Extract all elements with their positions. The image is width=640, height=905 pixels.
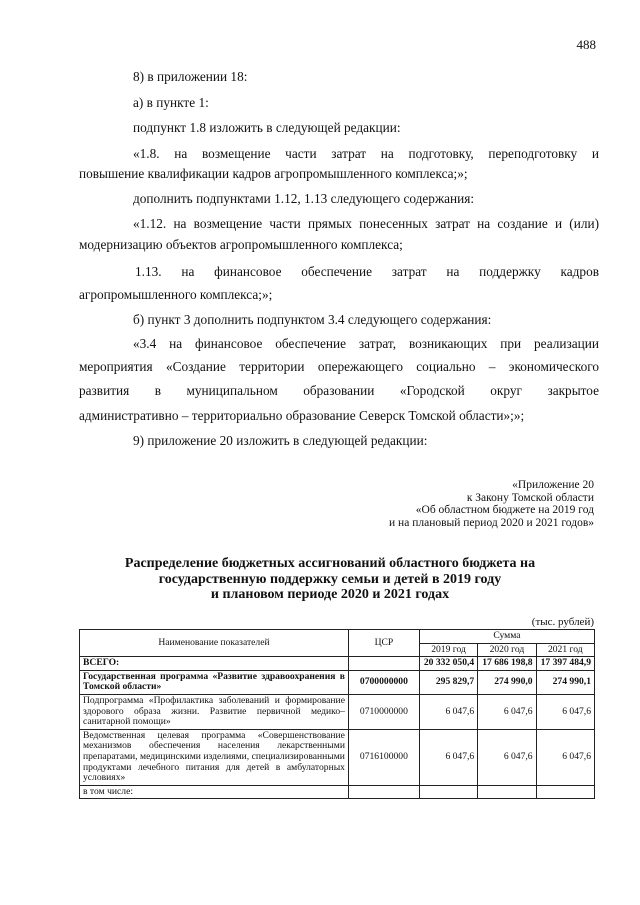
row-value-2019 <box>419 785 477 799</box>
row-code <box>348 785 419 799</box>
row-code <box>348 657 419 671</box>
table-row-subprogram <box>80 694 595 729</box>
row-value-2021 <box>536 785 594 799</box>
paragraph-1-13-line-2: агропромышленного комплекса;»; <box>79 287 273 302</box>
row-value-2019: 6 047,6 <box>419 729 477 785</box>
appendix-line-1: «Приложение 20 <box>512 479 594 491</box>
appendix-header <box>389 479 594 529</box>
paragraph-1-12-line-2: модернизацию объектов агропромышленного комплекса; <box>79 237 403 252</box>
paragraph-1-13-line-1: 1.13. на финансовое обеспечение затрат на поддержку кадров <box>135 264 599 279</box>
paragraph-point-1: а) в пункте 1: <box>133 95 209 110</box>
table-row-total <box>80 657 595 671</box>
header-code: ЦСР <box>348 630 419 657</box>
row-value-2020 <box>478 785 536 799</box>
row-name: ВСЕГО: <box>80 657 349 671</box>
paragraph-subpoint-1-8: подпункт 1.8 изложить в следующей редакции: <box>133 120 401 135</box>
row-value-2019: 20 332 050,4 <box>419 657 477 671</box>
paragraph-3-4-line-3: развития в муниципальном образовании «Городской округ закрытое <box>79 383 599 398</box>
row-name: в том числе: <box>80 785 349 799</box>
paragraph-appendix-18: 8) в приложении 18: <box>133 69 248 84</box>
appendix-line-3: «Об областном бюджете на 2019 год <box>415 504 594 517</box>
header-year-2020: 2020 год <box>478 643 536 657</box>
document-title <box>60 556 600 603</box>
table-row-including <box>80 785 595 799</box>
header-year-2021: 2021 год <box>536 643 594 657</box>
row-value-2021: 17 397 484,9 <box>536 657 594 671</box>
row-value-2020: 6 047,6 <box>478 729 536 785</box>
units-label: (тыс. рублей) <box>531 616 594 628</box>
table-row-departmental-program <box>80 729 595 785</box>
table-row-program <box>80 670 595 694</box>
title-line-1: Распределение бюджетных ассигнований областного бюджета на <box>124 556 536 571</box>
table-header-row <box>80 630 595 644</box>
title-line-2: государственную поддержку семьи и детей в 2019 году <box>158 571 502 587</box>
paragraph-1-8-line-1: «1.8. на возмещение части затрат на подготовку, переподготовку и <box>133 146 599 161</box>
header-sum: Сумма <box>419 630 594 644</box>
row-code: 0716100000 <box>348 729 419 785</box>
header-year-2019: 2019 год <box>419 643 477 657</box>
appendix-line-4: и на плановый период 2020 и 2021 годов» <box>389 516 594 529</box>
appendix-line-2: к Закону Томской области <box>466 491 594 504</box>
paragraph-3-4-line-4: административно – территориально образование Северск Томской области»;»; <box>79 408 525 423</box>
paragraph-3-4-line-1: «3.4 на финансовое обеспечение затрат, возникающих при реализации <box>133 336 599 351</box>
paragraph-add-subpoints: дополнить подпунктами 1.12, 1.13 следующего содержания: <box>133 191 475 206</box>
row-name: Подпрограмма «Профилактика заболеваний и формирование здорового образа жизни. Развитие первичной медико–санитарной помощи» <box>80 694 349 729</box>
row-code: 0710000000 <box>348 694 419 729</box>
paragraph-3-4-line-2: мероприятия «Создание территории опережающего социально – экономического <box>79 359 599 374</box>
row-name: Ведомственная целевая программа «Совершенствование механизмов обеспечения населения лекарственными препаратами, медицинскими изделиями, специализированными продуктами лечебного питания для детей в амбулаторных условиях» <box>80 729 349 785</box>
row-value-2021: 6 047,6 <box>536 729 594 785</box>
paragraph-appendix-20: 9) приложение 20 изложить в следующей редакции: <box>133 433 428 448</box>
row-code: 0700000000 <box>348 670 419 694</box>
row-value-2019: 295 829,7 <box>419 670 477 694</box>
row-value-2020: 17 686 198,8 <box>478 657 536 671</box>
paragraph-point-3: б) пункт 3 дополнить подпунктом 3.4 следующего содержания: <box>133 312 492 327</box>
budget-table <box>79 629 595 799</box>
paragraph-1-8-line-2: повышение квалификации кадров агропромышленного комплекса;»; <box>79 166 468 181</box>
row-value-2021: 274 990,1 <box>536 670 594 694</box>
row-name: Государственная программа «Развитие здравоохранения в Томской области» <box>80 670 349 694</box>
row-value-2020: 6 047,6 <box>478 694 536 729</box>
row-value-2021: 6 047,6 <box>536 694 594 729</box>
row-value-2019: 6 047,6 <box>419 694 477 729</box>
paragraph-1-12-line-1: «1.12. на возмещение части прямых понесенных затрат на создание и (или) <box>133 216 599 231</box>
page-number: 488 <box>576 37 596 52</box>
row-value-2020: 274 990,0 <box>478 670 536 694</box>
title-line-3: и плановом периоде 2020 и 2021 годах <box>210 587 450 602</box>
header-name: Наименование показателей <box>80 630 349 657</box>
